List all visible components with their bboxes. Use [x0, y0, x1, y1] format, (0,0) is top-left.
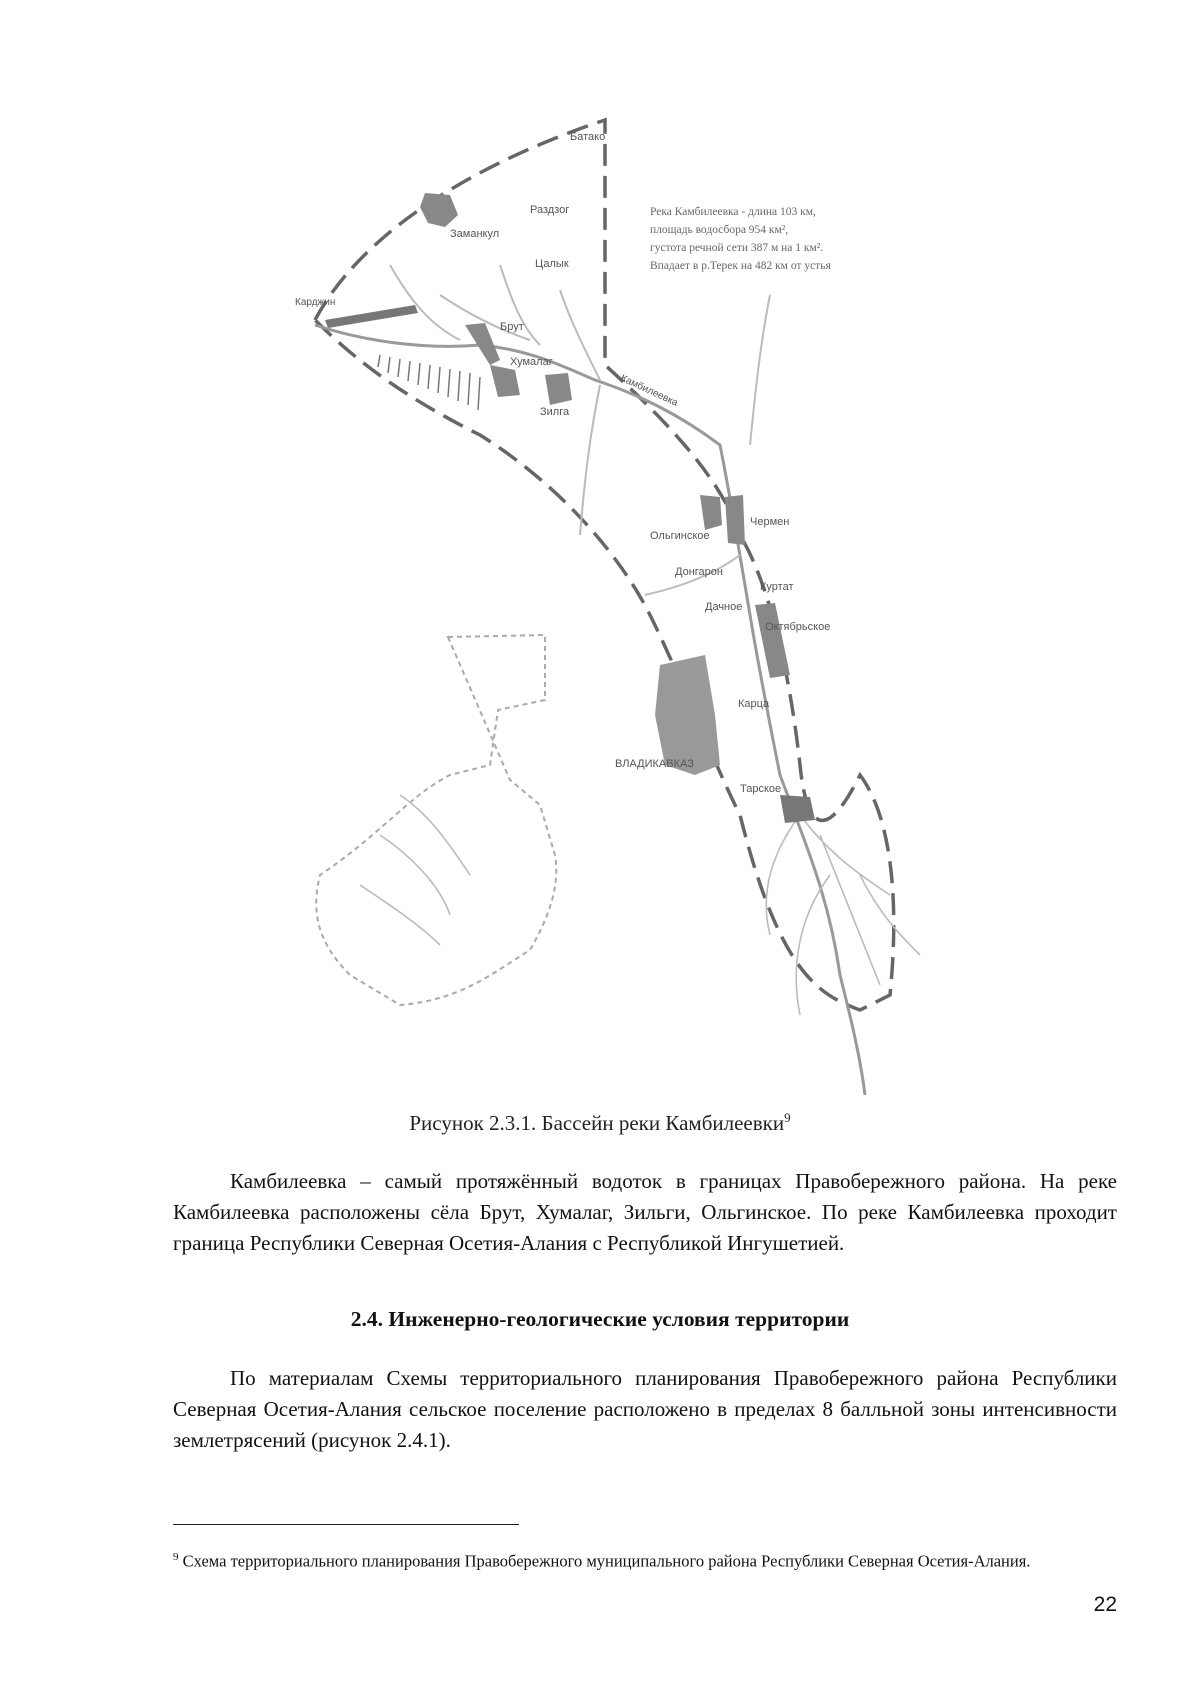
map-label-dongaron: Донгарон — [675, 566, 723, 578]
paragraph-1-text: Камбилеевка – самый протяжённый водоток в границах Правобережного района. На реке Камбилеевка расположены сёла Брут, Хумалаг, Зильги, Ольгинское. По реке Камбилеевка проходит граница Республики Северная Осетия-Алания с Республикой Ингушетией. — [173, 1169, 1117, 1255]
figure-caption-text: Рисунок 2.3.1. Бассейн реки Камбилеевки — [409, 1111, 785, 1135]
map-label-zilga: Зилга — [540, 406, 570, 418]
map-label-oktyabrskoe: Октябрьское — [765, 621, 831, 633]
settlement-olginskoe — [700, 495, 722, 530]
paragraph-2 — [173, 1363, 1117, 1456]
footnote — [173, 1546, 1117, 1573]
map-label-vladikavkaz: ВЛАДИКАВКАЗ — [615, 758, 694, 770]
map-label-khumalag: Хумалаг — [510, 356, 553, 368]
settlement-khumalag — [490, 365, 520, 397]
map-label-kurtat: Куртат — [760, 581, 794, 593]
settlement-tarskoe — [780, 795, 815, 823]
settlement-vladikavkaz — [655, 655, 720, 775]
map-label-chermen: Чермен — [750, 516, 790, 528]
river-info-line: площадь водосбора 954 км², — [650, 224, 789, 236]
map-label-brut: Брут — [500, 321, 524, 333]
river-info-line: Река Камбилеевка - длина 103 км, — [650, 206, 816, 218]
river-info-block — [650, 206, 831, 272]
map-label-olginskoe: Ольгинское — [650, 530, 710, 542]
river-info-line: густота речной сети 387 м на 1 км². — [650, 242, 824, 254]
section-heading: 2.4. Инженерно-геологические условия территории — [350, 1307, 850, 1331]
settlement-zamankul — [420, 193, 458, 227]
map-label-razdzog: Раздзог — [530, 204, 570, 216]
settlement-chermen — [725, 495, 745, 545]
map-label-kardzhin: Карджин — [295, 297, 336, 308]
map-label-tsalyk: Цалык — [535, 258, 569, 270]
river-info-line: Впадает в р.Терек на 482 км от устья — [650, 260, 831, 272]
map-label-tarskoe: Тарское — [740, 783, 782, 795]
river-tributary-south — [360, 795, 920, 1015]
map-label-kambileevka: Камбилеевка — [618, 372, 680, 409]
river-tributary-1 — [390, 265, 770, 595]
paragraph-2-text: По материалам Схемы территориального планирования Правобережного района Республики Северная Осетия-Алания сельское поселение расположено в пределах 8 балльной зоны интенсивности землетрясений (рисунок 2.4.1). — [173, 1366, 1117, 1452]
settlement-karjin — [325, 305, 418, 328]
map-label-zamankul: Заманкул — [450, 228, 500, 240]
footnote-number: 9 — [173, 1551, 179, 1563]
river-basin-map — [295, 115, 990, 1110]
footnote-reference[interactable]: 9 — [784, 1110, 791, 1125]
map-label-dachnoe: Дачное — [705, 601, 743, 613]
page-number: 22 — [1093, 1593, 1117, 1616]
map-label-kartsa: Карца — [738, 698, 770, 710]
region-outline — [316, 635, 556, 1005]
settlement-brut — [465, 323, 500, 365]
figure-caption — [0, 1110, 1200, 1136]
footnote-text: Схема территориального планирования Правобережного муниципального района Республики Северная Осетия-Алания. — [182, 1551, 1031, 1571]
settlement-zilga — [545, 373, 572, 405]
footnote-divider — [173, 1524, 519, 1525]
map-label-batako: Батако — [570, 131, 606, 143]
paragraph-1 — [173, 1166, 1117, 1259]
hatching — [378, 355, 480, 410]
